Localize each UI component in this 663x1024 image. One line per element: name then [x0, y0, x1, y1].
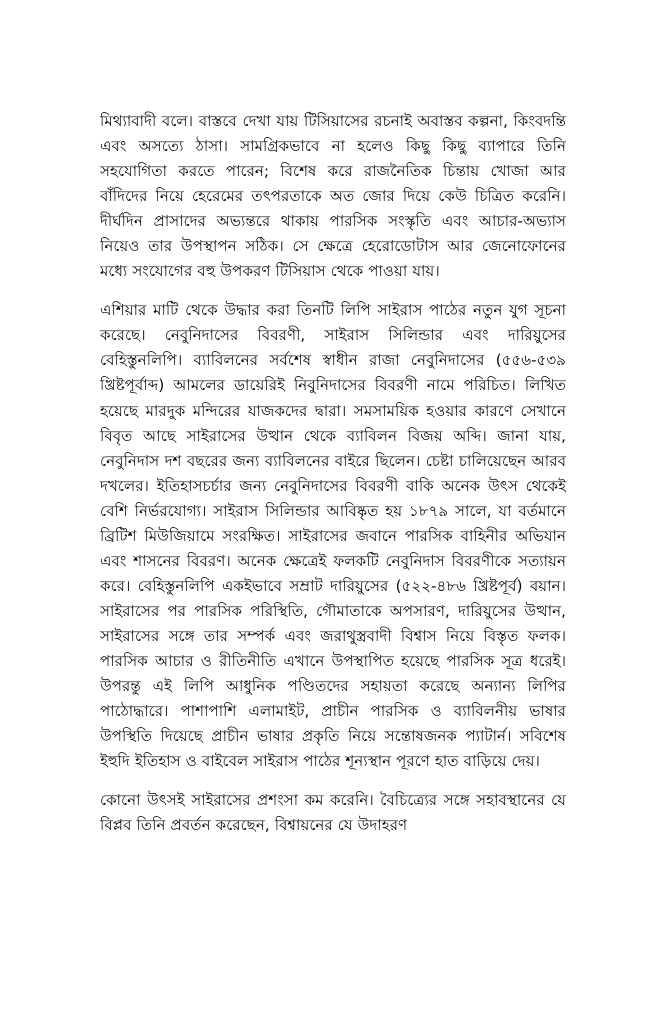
body-text-column	[100, 109, 566, 838]
paragraph-2: এশিয়ার মাটি থেকে উদ্ধার করা তিনটি লিপি সাইরাস পাঠের নতুন যুগ সূচনা করেছে। নেবুনিদাসের বিবরণী, সাইরাস সিলিন্ডার এবং দারিয়ুসের বেহিস্তুনলিপি। ব্যাবিলনের সর্বশেষ স্বাধীন রাজা নেবুনিদাসের (৫৫৬-৫৩৯ খ্রিষ্টপূর্বাব্দ) আমলের ডায়েরিই নিবুনিদাসের বিবরণী নামে পরিচিত। লিখিত হয়েছে মারদুক মন্দিরের যাজকদের দ্বারা। সমসাময়িক হওয়ার কারণে সেখানে বিবৃত আছে সাইরাসের উত্থান থেকে ব্যাবিলন বিজয় অব্দি। জানা যায়, নেবুনিদাস দশ বছরের জন্য ব্যাবিলনের বাইরে ছিলেন। চেষ্টা চালিয়েছেন আরব দখলের। ইতিহাসচর্চার জন্য নেবুনিদাসের বিবরণী বাকি অনেক উৎস থেকেই বেশি নির্ভরযোগ্য। সাইরাস সিলিন্ডার আবিষ্কৃত হয় ১৮৭৯ সালে, যা বর্তমানে ব্রিটিশ মিউজিয়ামে সংরক্ষিত। সাইরাসের জবানে পারসিক বাহিনীর অভিযান এবং শাসনের বিবরণ। অনেক ক্ষেত্রেই ফলকটি নেবুনিদাস বিবরণীকে সত্যায়ন করে। বেহিস্তুনলিপি একইভাবে সম্রাট দারিয়ুসের (৫২২-৪৮৬ খ্রিষ্টপূর্ব) বয়ান। সাইরাসের পর পারসিক পরিস্থিতি, গৌমাতাকে অপসারণ, দারিয়ুসের উত্থান, সাইরাসের সঙ্গে তার সম্পর্ক এবং জরাথুস্ত্রবাদী বিশ্বাস নিয়ে বিস্তৃত ফলক। পারসিক আচার ও রীতিনীতি এখানে উপস্থাপিত হয়েছে পারসিক সূত্র ধরেই। উপরন্তু এই লিপি আধুনিক পণ্ডিতদের সহায়তা করেছে অন্যান্য লিপির পাঠোদ্ধারে। পাশাপাশি এলামাইট, প্রাচীন পারসিক ও ব্যাবিলনীয় ভাষার উপস্থিতি দিয়েছে প্রাচীন ভাষার প্রকৃতি নিয়ে সন্তোষজনক প্যাটার্ন। সবিশেষ ইহুদি ইতিহাস ও বাইবেল সাইরাস পাঠের শূন্যস্থান পূরণে হাত বাড়িয়ে দেয়।	[100, 301, 566, 771]
paragraph-1: মিথ্যাবাদী বলে। বাস্তবে দেখা যায় টিসিয়াসের রচনাই অবাস্তব কল্পনা, কিংবদন্তি এবং অসত্যে ঠাসা। সামগ্রিকভাবে না হলেও কিছু কিছু ব্যাপারে তিনি সহযোগিতা করতে পারেন; বিশেষ করে রাজনৈতিক চিন্তায় খোজা আর বাঁদিদের নিয়ে হেরেমের তৎপরতাকে অত জোর দিয়ে কেউ চিত্রিত করেনি। দীর্ঘদিন প্রাসাদের অভ্যন্তরে থাকায় পারসিক সংস্কৃতি এবং আচার-অভ্যাস নিয়েও তার উপস্থাপন সঠিক। সে ক্ষেত্রে হেরোডোটাস আর জেনোফোনের মধ্যে সংযোগের বহু উপকরণ টিসিয়াস থেকে পাওয়া যায়।	[100, 112, 566, 281]
paragraph-3: কোনো উৎসই সাইরাসের প্রশংসা কম করেনি। বৈচিত্র্যের সঙ্গে সহাবস্থানের যে বিপ্লব তিনি প্রবর্তন করেছেন, বিশ্বায়নের যে উদাহরণ	[100, 791, 566, 835]
